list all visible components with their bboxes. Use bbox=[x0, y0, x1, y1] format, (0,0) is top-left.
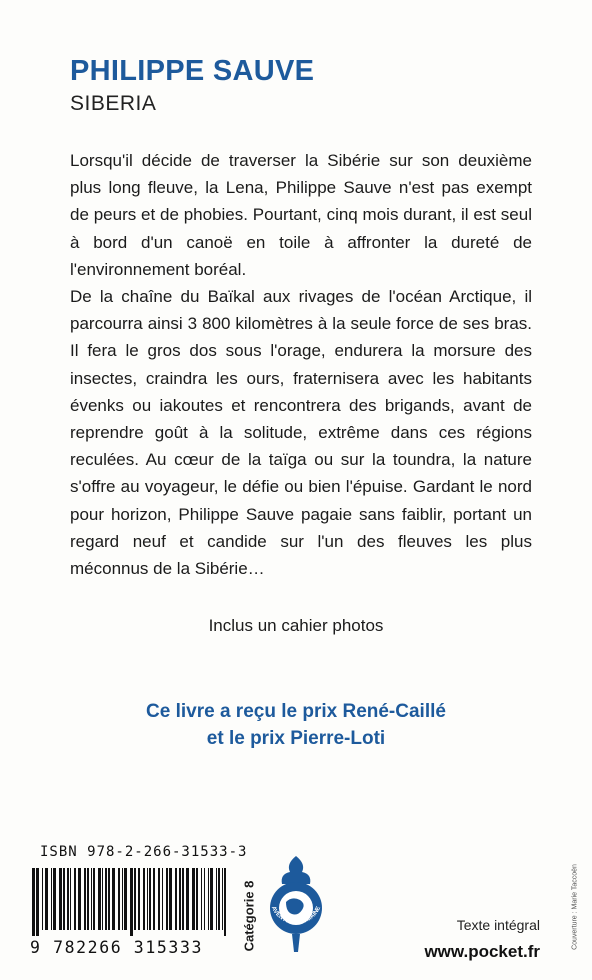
blurb-paragraph-1: Lorsqu'il décide de traverser la Sibérie sur son deuxième plus long fleuve, la Lena, Philippe Sauve n'est pas exempt de peurs et de phobies. Pourtant, cinq mois durant, il est seul à bord d'un canoë en toile à affronter la dureté de l'environnement boréal. bbox=[70, 151, 532, 279]
barcode-bar bbox=[130, 868, 133, 936]
barcode-bar bbox=[118, 868, 120, 930]
barcode-bar bbox=[192, 868, 195, 930]
barcode-bar bbox=[36, 868, 39, 936]
barcode-bar bbox=[67, 868, 69, 930]
barcode-bar bbox=[105, 868, 107, 930]
prize-line-1: Ce livre a reçu le prix René-Caillé bbox=[146, 701, 446, 722]
cover-credit-text: Couverture : Marie Taccoën bbox=[571, 864, 579, 950]
publisher-website: www.pocket.fr bbox=[424, 942, 540, 961]
barcode-bar bbox=[143, 868, 145, 930]
barcode-bar bbox=[162, 868, 163, 930]
barcode-bar bbox=[108, 868, 110, 930]
barcode-bar bbox=[208, 868, 209, 930]
barcode-bar bbox=[196, 868, 198, 930]
barcode-bar bbox=[112, 868, 115, 930]
barcode-bar bbox=[91, 868, 92, 930]
category-text: Catégorie 8 bbox=[241, 880, 257, 952]
barcode-bar bbox=[78, 868, 81, 930]
barcode-bar bbox=[51, 868, 52, 930]
photo-insert-note: Inclus un cahier photos bbox=[208, 616, 384, 635]
barcode-bar bbox=[122, 868, 123, 930]
barcode-bar bbox=[74, 868, 76, 930]
blurb-paragraph-2: De la chaîne du Baïkal aux rivages de l'océan Arctique, il parcourra ainsi 3 800 kilomètres à la seule force de ses bras. Il fera le gros dos sous l'orage, endurera la morsure des insectes, craindra les ours, fraternisera avec les habitants évenks ou iakoutes et rencontrera des brigands, avant de reprendre goût à la solitude, extrême dans ces régions reculées. Au cœur de la taïga ou sur la toundra, la nature s'offre au voyageur, le défie ou bien l'épuise. Gardant le nord pour horizon, Philippe Sauve pagaie sans faiblir, portant un regard neuf et candide sur l'un des fleuves les plus méconnus de la Sibérie… bbox=[70, 287, 532, 579]
barcode-bar bbox=[32, 868, 35, 936]
barcode-bar bbox=[182, 868, 184, 930]
barcode-bar bbox=[70, 868, 71, 930]
barcode-bar bbox=[158, 868, 160, 930]
barcode-bar bbox=[149, 868, 151, 930]
barcode-bar bbox=[222, 868, 223, 930]
barcode-bar bbox=[84, 868, 86, 930]
category-label bbox=[238, 872, 260, 960]
cover-credit bbox=[568, 852, 582, 962]
barcode-bar bbox=[218, 868, 220, 930]
barcode-bar bbox=[42, 868, 43, 930]
blurb bbox=[70, 147, 532, 582]
barcode-bar bbox=[224, 868, 226, 936]
barcode-bar bbox=[186, 868, 189, 930]
barcode bbox=[30, 868, 232, 936]
barcode-bar bbox=[98, 868, 101, 930]
barcode-bar bbox=[175, 868, 177, 930]
logo-text: AVENTURE HUMAINE bbox=[269, 905, 323, 927]
barcode-bar bbox=[59, 868, 62, 930]
barcode-bar bbox=[153, 868, 155, 930]
barcode-bar bbox=[201, 868, 202, 930]
barcode-bar bbox=[45, 868, 48, 930]
barcode-bar bbox=[147, 868, 148, 930]
barcode-bar bbox=[179, 868, 181, 930]
book-title: SIBERIA bbox=[70, 92, 157, 115]
barcode-bar bbox=[169, 868, 172, 930]
barcode-bar bbox=[93, 868, 95, 930]
barcode-bar bbox=[102, 868, 103, 930]
barcode-bar bbox=[166, 868, 168, 930]
barcode-bar bbox=[138, 868, 140, 930]
author-name: PHILIPPE SAUVE bbox=[70, 55, 315, 87]
barcode-bar bbox=[124, 868, 127, 930]
barcode-bar bbox=[216, 868, 217, 930]
aventure-humaine-logo bbox=[262, 850, 330, 958]
edition-label: Texte intégral bbox=[456, 917, 540, 933]
barcode-bar bbox=[210, 868, 213, 930]
barcode-bar bbox=[204, 868, 205, 930]
barcode-bar bbox=[134, 868, 136, 930]
prize-line-2: et le prix Pierre-Loti bbox=[206, 728, 386, 749]
isbn-label: ISBN 978-2-266-31533-3 bbox=[40, 844, 248, 860]
barcode-bar bbox=[87, 868, 89, 930]
barcode-number: 9 782266 315333 bbox=[30, 938, 204, 957]
prize-notice bbox=[0, 698, 592, 752]
barcode-bar bbox=[53, 868, 56, 930]
barcode-bar bbox=[63, 868, 65, 930]
